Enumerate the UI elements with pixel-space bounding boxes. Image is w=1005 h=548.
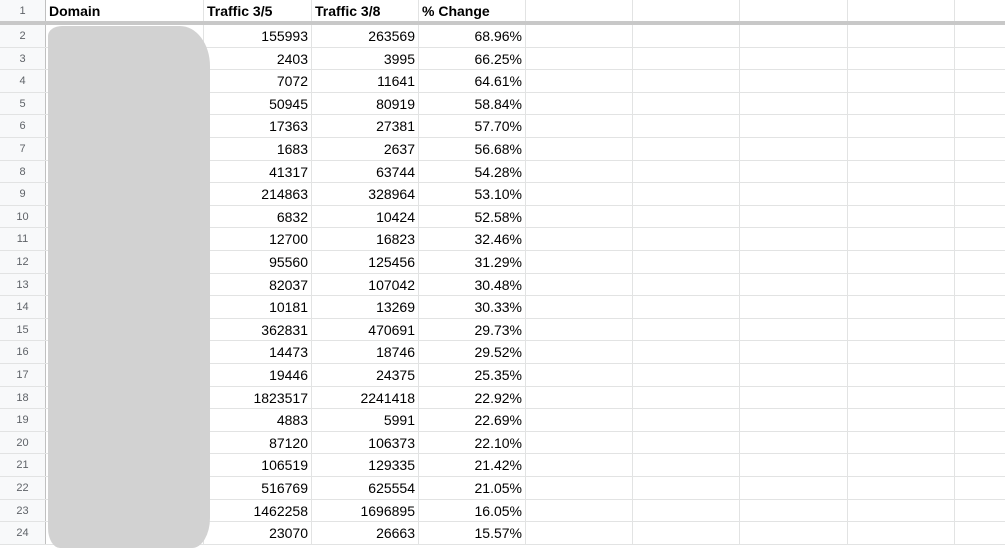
cell-percent-change[interactable]: 52.58% bbox=[419, 206, 526, 228]
empty-cell[interactable] bbox=[740, 274, 848, 296]
empty-cell[interactable] bbox=[955, 138, 1005, 160]
cell-traffic-3-5[interactable]: 4883 bbox=[204, 409, 312, 431]
empty-cell[interactable] bbox=[955, 0, 1005, 21]
empty-cell[interactable] bbox=[633, 161, 740, 183]
empty-cell[interactable] bbox=[955, 161, 1005, 183]
empty-cell[interactable] bbox=[848, 93, 955, 115]
row-number[interactable]: 3 bbox=[0, 48, 46, 70]
cell-percent-change[interactable]: 30.48% bbox=[419, 274, 526, 296]
row-number[interactable]: 19 bbox=[0, 409, 46, 431]
empty-cell[interactable] bbox=[848, 387, 955, 409]
cell-percent-change[interactable]: 22.92% bbox=[419, 387, 526, 409]
cell-traffic-3-5[interactable]: 87120 bbox=[204, 432, 312, 454]
cell-percent-change[interactable]: 25.35% bbox=[419, 364, 526, 386]
cell-traffic-3-5[interactable]: 17363 bbox=[204, 115, 312, 137]
cell-percent-change[interactable]: 54.28% bbox=[419, 161, 526, 183]
empty-cell[interactable] bbox=[633, 432, 740, 454]
empty-cell[interactable] bbox=[848, 364, 955, 386]
empty-cell[interactable] bbox=[955, 206, 1005, 228]
cell-traffic-3-8[interactable]: 10424 bbox=[312, 206, 419, 228]
cell-traffic-3-5[interactable]: 23070 bbox=[204, 522, 312, 544]
empty-cell[interactable] bbox=[848, 296, 955, 318]
cell-traffic-3-8[interactable]: 26663 bbox=[312, 522, 419, 544]
empty-cell[interactable] bbox=[740, 387, 848, 409]
cell-traffic-3-8[interactable]: 106373 bbox=[312, 432, 419, 454]
empty-cell[interactable] bbox=[848, 0, 955, 21]
cell-traffic-3-8[interactable]: 24375 bbox=[312, 364, 419, 386]
header-traffic-3-5[interactable]: Traffic 3/5 bbox=[204, 0, 312, 21]
empty-cell[interactable] bbox=[848, 25, 955, 47]
row-number[interactable]: 8 bbox=[0, 161, 46, 183]
cell-traffic-3-5[interactable]: 19446 bbox=[204, 364, 312, 386]
cell-traffic-3-8[interactable]: 2637 bbox=[312, 138, 419, 160]
empty-cell[interactable] bbox=[740, 364, 848, 386]
cell-percent-change[interactable]: 22.10% bbox=[419, 432, 526, 454]
empty-cell[interactable] bbox=[633, 251, 740, 273]
row-number[interactable]: 16 bbox=[0, 341, 46, 363]
cell-percent-change[interactable]: 56.68% bbox=[419, 138, 526, 160]
empty-cell[interactable] bbox=[633, 341, 740, 363]
cell-traffic-3-8[interactable]: 13269 bbox=[312, 296, 419, 318]
empty-cell[interactable] bbox=[526, 319, 633, 341]
cell-percent-change[interactable]: 30.33% bbox=[419, 296, 526, 318]
cell-traffic-3-5[interactable]: 41317 bbox=[204, 161, 312, 183]
empty-cell[interactable] bbox=[526, 228, 633, 250]
cell-percent-change[interactable]: 31.29% bbox=[419, 251, 526, 273]
empty-cell[interactable] bbox=[955, 522, 1005, 544]
row-number[interactable]: 6 bbox=[0, 115, 46, 137]
empty-cell[interactable] bbox=[848, 432, 955, 454]
empty-cell[interactable] bbox=[526, 161, 633, 183]
cell-percent-change[interactable]: 57.70% bbox=[419, 115, 526, 137]
empty-cell[interactable] bbox=[740, 0, 848, 21]
cell-traffic-3-5[interactable]: 50945 bbox=[204, 93, 312, 115]
cell-percent-change[interactable]: 68.96% bbox=[419, 25, 526, 47]
row-number[interactable]: 11 bbox=[0, 228, 46, 250]
cell-traffic-3-8[interactable]: 470691 bbox=[312, 319, 419, 341]
empty-cell[interactable] bbox=[633, 228, 740, 250]
empty-cell[interactable] bbox=[955, 319, 1005, 341]
empty-cell[interactable] bbox=[848, 274, 955, 296]
empty-cell[interactable] bbox=[526, 341, 633, 363]
empty-cell[interactable] bbox=[955, 48, 1005, 70]
empty-cell[interactable] bbox=[848, 48, 955, 70]
cell-percent-change[interactable]: 22.69% bbox=[419, 409, 526, 431]
cell-percent-change[interactable]: 32.46% bbox=[419, 228, 526, 250]
empty-cell[interactable] bbox=[740, 25, 848, 47]
empty-cell[interactable] bbox=[633, 183, 740, 205]
empty-cell[interactable] bbox=[526, 522, 633, 544]
empty-cell[interactable] bbox=[633, 454, 740, 476]
cell-traffic-3-5[interactable]: 14473 bbox=[204, 341, 312, 363]
cell-traffic-3-8[interactable]: 263569 bbox=[312, 25, 419, 47]
empty-cell[interactable] bbox=[526, 477, 633, 499]
empty-cell[interactable] bbox=[955, 364, 1005, 386]
empty-cell[interactable] bbox=[848, 115, 955, 137]
empty-cell[interactable] bbox=[633, 319, 740, 341]
empty-cell[interactable] bbox=[526, 138, 633, 160]
empty-cell[interactable] bbox=[633, 115, 740, 137]
row-number[interactable]: 13 bbox=[0, 274, 46, 296]
empty-cell[interactable] bbox=[848, 409, 955, 431]
empty-cell[interactable] bbox=[526, 206, 633, 228]
empty-cell[interactable] bbox=[848, 341, 955, 363]
cell-traffic-3-5[interactable]: 1462258 bbox=[204, 500, 312, 522]
empty-cell[interactable] bbox=[740, 454, 848, 476]
cell-traffic-3-8[interactable]: 3995 bbox=[312, 48, 419, 70]
cell-percent-change[interactable]: 29.52% bbox=[419, 341, 526, 363]
row-number[interactable]: 23 bbox=[0, 500, 46, 522]
empty-cell[interactable] bbox=[740, 115, 848, 137]
empty-cell[interactable] bbox=[740, 228, 848, 250]
empty-cell[interactable] bbox=[633, 206, 740, 228]
empty-cell[interactable] bbox=[526, 296, 633, 318]
empty-cell[interactable] bbox=[955, 251, 1005, 273]
row-number[interactable]: 5 bbox=[0, 93, 46, 115]
cell-traffic-3-8[interactable]: 11641 bbox=[312, 70, 419, 92]
empty-cell[interactable] bbox=[526, 93, 633, 115]
cell-traffic-3-8[interactable]: 125456 bbox=[312, 251, 419, 273]
cell-percent-change[interactable]: 21.05% bbox=[419, 477, 526, 499]
empty-cell[interactable] bbox=[633, 138, 740, 160]
empty-cell[interactable] bbox=[633, 477, 740, 499]
cell-percent-change[interactable]: 64.61% bbox=[419, 70, 526, 92]
cell-percent-change[interactable]: 15.57% bbox=[419, 522, 526, 544]
empty-cell[interactable] bbox=[740, 206, 848, 228]
cell-traffic-3-8[interactable]: 80919 bbox=[312, 93, 419, 115]
empty-cell[interactable] bbox=[526, 25, 633, 47]
empty-cell[interactable] bbox=[526, 500, 633, 522]
cell-traffic-3-5[interactable]: 214863 bbox=[204, 183, 312, 205]
header-percent-change[interactable]: % Change bbox=[419, 0, 526, 21]
empty-cell[interactable] bbox=[526, 0, 633, 21]
empty-cell[interactable] bbox=[526, 409, 633, 431]
row-number[interactable]: 12 bbox=[0, 251, 46, 273]
redaction-overlay bbox=[48, 26, 210, 548]
cell-traffic-3-8[interactable]: 18746 bbox=[312, 341, 419, 363]
cell-percent-change[interactable]: 16.05% bbox=[419, 500, 526, 522]
row-number[interactable]: 24 bbox=[0, 522, 46, 544]
row-number[interactable]: 2 bbox=[0, 25, 46, 47]
empty-cell[interactable] bbox=[955, 477, 1005, 499]
empty-cell[interactable] bbox=[848, 454, 955, 476]
empty-cell[interactable] bbox=[955, 274, 1005, 296]
cell-traffic-3-5[interactable]: 7072 bbox=[204, 70, 312, 92]
empty-cell[interactable] bbox=[955, 409, 1005, 431]
header-row bbox=[0, 0, 1005, 22]
cell-percent-change[interactable]: 29.73% bbox=[419, 319, 526, 341]
cell-traffic-3-5[interactable]: 12700 bbox=[204, 228, 312, 250]
empty-cell[interactable] bbox=[848, 206, 955, 228]
empty-cell[interactable] bbox=[526, 274, 633, 296]
empty-cell[interactable] bbox=[633, 70, 740, 92]
cell-traffic-3-5[interactable]: 6832 bbox=[204, 206, 312, 228]
row-number[interactable]: 21 bbox=[0, 454, 46, 476]
empty-cell[interactable] bbox=[526, 454, 633, 476]
cell-traffic-3-5[interactable]: 10181 bbox=[204, 296, 312, 318]
empty-cell[interactable] bbox=[740, 296, 848, 318]
empty-cell[interactable] bbox=[633, 274, 740, 296]
empty-cell[interactable] bbox=[848, 251, 955, 273]
empty-cell[interactable] bbox=[526, 364, 633, 386]
cell-traffic-3-8[interactable]: 27381 bbox=[312, 115, 419, 137]
empty-cell[interactable] bbox=[848, 138, 955, 160]
cell-traffic-3-8[interactable]: 1696895 bbox=[312, 500, 419, 522]
empty-cell[interactable] bbox=[955, 387, 1005, 409]
header-traffic-3-8[interactable]: Traffic 3/8 bbox=[312, 0, 419, 21]
empty-cell[interactable] bbox=[526, 70, 633, 92]
empty-cell[interactable] bbox=[526, 183, 633, 205]
empty-cell[interactable] bbox=[633, 500, 740, 522]
row-number[interactable]: 10 bbox=[0, 206, 46, 228]
empty-cell[interactable] bbox=[740, 477, 848, 499]
empty-cell[interactable] bbox=[740, 70, 848, 92]
empty-cell[interactable] bbox=[740, 341, 848, 363]
empty-cell[interactable] bbox=[526, 432, 633, 454]
empty-cell[interactable] bbox=[848, 183, 955, 205]
empty-cell[interactable] bbox=[955, 432, 1005, 454]
empty-cell[interactable] bbox=[955, 228, 1005, 250]
cell-percent-change[interactable]: 58.84% bbox=[419, 93, 526, 115]
empty-cell[interactable] bbox=[955, 500, 1005, 522]
cell-traffic-3-5[interactable]: 516769 bbox=[204, 477, 312, 499]
row-number[interactable]: 4 bbox=[0, 70, 46, 92]
cell-traffic-3-8[interactable]: 63744 bbox=[312, 161, 419, 183]
cell-traffic-3-8[interactable]: 625554 bbox=[312, 477, 419, 499]
empty-cell[interactable] bbox=[955, 93, 1005, 115]
empty-cell[interactable] bbox=[633, 522, 740, 544]
cell-traffic-3-5[interactable]: 2403 bbox=[204, 48, 312, 70]
empty-cell[interactable] bbox=[955, 25, 1005, 47]
empty-cell[interactable] bbox=[955, 341, 1005, 363]
empty-cell[interactable] bbox=[955, 115, 1005, 137]
row-number[interactable]: 7 bbox=[0, 138, 46, 160]
empty-cell[interactable] bbox=[848, 500, 955, 522]
empty-cell[interactable] bbox=[848, 522, 955, 544]
empty-cell[interactable] bbox=[740, 251, 848, 273]
cell-traffic-3-8[interactable]: 16823 bbox=[312, 228, 419, 250]
cell-traffic-3-5[interactable]: 1683 bbox=[204, 138, 312, 160]
empty-cell[interactable] bbox=[526, 48, 633, 70]
cell-percent-change[interactable]: 21.42% bbox=[419, 454, 526, 476]
cell-percent-change[interactable]: 66.25% bbox=[419, 48, 526, 70]
row-number[interactable]: 22 bbox=[0, 477, 46, 499]
cell-traffic-3-8[interactable]: 2241418 bbox=[312, 387, 419, 409]
empty-cell[interactable] bbox=[633, 364, 740, 386]
empty-cell[interactable] bbox=[955, 183, 1005, 205]
empty-cell[interactable] bbox=[740, 183, 848, 205]
empty-cell[interactable] bbox=[740, 432, 848, 454]
empty-cell[interactable] bbox=[633, 48, 740, 70]
empty-cell[interactable] bbox=[740, 500, 848, 522]
empty-cell[interactable] bbox=[955, 70, 1005, 92]
empty-cell[interactable] bbox=[848, 319, 955, 341]
cell-traffic-3-5[interactable]: 1823517 bbox=[204, 387, 312, 409]
empty-cell[interactable] bbox=[955, 454, 1005, 476]
cell-traffic-3-5[interactable]: 106519 bbox=[204, 454, 312, 476]
empty-cell[interactable] bbox=[955, 296, 1005, 318]
cell-traffic-3-5[interactable]: 95560 bbox=[204, 251, 312, 273]
empty-cell[interactable] bbox=[848, 70, 955, 92]
cell-traffic-3-8[interactable]: 129335 bbox=[312, 454, 419, 476]
empty-cell[interactable] bbox=[633, 25, 740, 47]
empty-cell[interactable] bbox=[740, 409, 848, 431]
empty-cell[interactable] bbox=[740, 48, 848, 70]
empty-cell[interactable] bbox=[848, 228, 955, 250]
cell-traffic-3-8[interactable]: 107042 bbox=[312, 274, 419, 296]
empty-cell[interactable] bbox=[740, 161, 848, 183]
empty-cell[interactable] bbox=[526, 251, 633, 273]
cell-traffic-3-5[interactable]: 82037 bbox=[204, 274, 312, 296]
cell-traffic-3-8[interactable]: 5991 bbox=[312, 409, 419, 431]
row-number[interactable]: 14 bbox=[0, 296, 46, 318]
header-domain[interactable]: Domain bbox=[46, 0, 204, 21]
row-number[interactable]: 9 bbox=[0, 183, 46, 205]
row-number[interactable]: 15 bbox=[0, 319, 46, 341]
empty-cell[interactable] bbox=[633, 409, 740, 431]
empty-cell[interactable] bbox=[526, 115, 633, 137]
empty-cell[interactable] bbox=[633, 387, 740, 409]
empty-cell[interactable] bbox=[633, 296, 740, 318]
empty-cell[interactable] bbox=[526, 387, 633, 409]
row-number[interactable]: 1 bbox=[0, 0, 46, 21]
cell-traffic-3-5[interactable]: 155993 bbox=[204, 25, 312, 47]
empty-cell[interactable] bbox=[740, 93, 848, 115]
empty-cell[interactable] bbox=[633, 0, 740, 21]
empty-cell[interactable] bbox=[848, 477, 955, 499]
empty-cell[interactable] bbox=[848, 161, 955, 183]
cell-traffic-3-8[interactable]: 328964 bbox=[312, 183, 419, 205]
cell-percent-change[interactable]: 53.10% bbox=[419, 183, 526, 205]
empty-cell[interactable] bbox=[740, 522, 848, 544]
cell-traffic-3-5[interactable]: 362831 bbox=[204, 319, 312, 341]
empty-cell[interactable] bbox=[740, 319, 848, 341]
row-number[interactable]: 17 bbox=[0, 364, 46, 386]
row-number[interactable]: 20 bbox=[0, 432, 46, 454]
empty-cell[interactable] bbox=[740, 138, 848, 160]
row-number[interactable]: 18 bbox=[0, 387, 46, 409]
empty-cell[interactable] bbox=[633, 93, 740, 115]
